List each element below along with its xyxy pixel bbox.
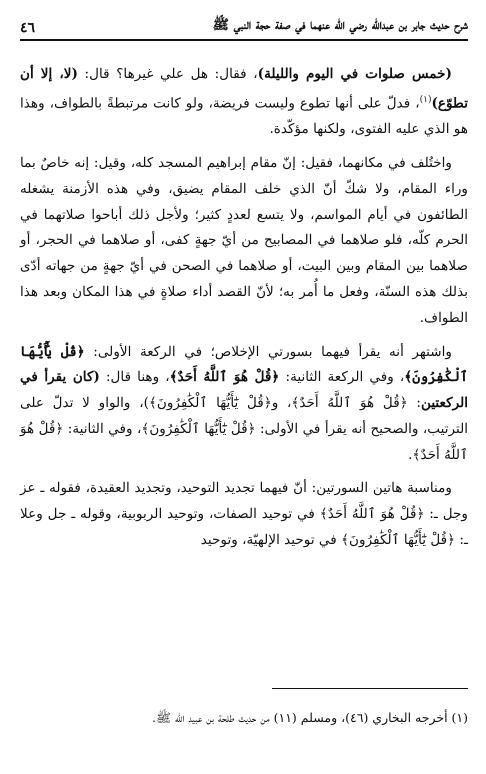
text-segment: ، فقال: هل علي غيرها؟ قال: (77, 66, 258, 82)
quoted-text: (خمس صلوات في اليوم والليلة) (257, 66, 452, 82)
paragraph (20, 151, 468, 332)
paragraph (20, 476, 468, 553)
body-text (20, 62, 468, 554)
footnote-marker: (١) (419, 94, 432, 105)
quoted-text: ﴿قُلْ هُوَ ٱللَّهُ أَحَدٌ﴾ (169, 369, 280, 386)
quoted-text: ﴿قُلْ يَٰٓأَيُّهَا ٱلْكَٰفِرُونَ﴾ (20, 343, 468, 386)
running-title: شرح حديث جابر بن عبدالله رضي الله عنهما في صفة حجة النبي ﷺ (212, 17, 468, 33)
paragraph (20, 340, 468, 469)
text-segment: ، وفي الركعة الثانية: (279, 369, 405, 386)
text-segment: ، فدلّ على أنها تطوع وليست فريضة، ولو كانت مرتبطةً بالطواف، وهذا هو الذي عليه الفتوى، ولكنها مؤكّدة. (20, 95, 468, 138)
footnote: (١) أخرجه البخاري (٤٦)، ومسلم (١١) من حديث طلحة بن عبيد الله ﷺ. (152, 710, 468, 725)
quoted-text: (كان يقرأ في الركعتين (20, 369, 468, 412)
text-segment: ومناسبة هاتين السورتين: أنّ فيهما تجديد التوحيد، وتجديد العقيدة، فقوله ـ عز وجل ـ: ﴿قُلْ هُوَ ٱللَّهُ أَحَدٌ﴾ في توحيد الصفات، وتوحيد الربوبية، وقوله ـ جل وعلا ـ: ﴿قُلْ يَٰٓأَيُّهَا ٱلْكَٰفِرُونَ﴾ في توحيد الإلهيّة، وتوحيد (20, 480, 468, 549)
header-rule (20, 39, 468, 41)
text-segment: واشتهر أنه يقرأ فيهما بسورتي الإخلاص؛ في الركعة الأولى: (84, 343, 452, 360)
text-segment: ، وهنا قال: (99, 369, 170, 386)
text-segment: واختُلف في مكانهما، فقيل: إنّ مقام إبراهيم المسجد كله، وقيل: إنه خاصٌ بما وراء المقام، ولا شكّ أنّ الذي خلف المقام يضيق، وفي هذه الأزمنة يشغله الطائفون في أيام المواسم، ولا يتسع لعددٍ كثير؛ ولأجل ذلك أباحوا صلاتهما في الحرم كلّه، فلو صلاهما في المصابيح من أيّ جهةٍ كفى، أو صلاهما في الحجر، أو صلاهما بين المقام وبين البيت، أو صلاهما في الصحن في أيّ جهةٍ من جهاته أدّى بذلك هذه السنّة، وفعل ما أُمر به؛ لأنّ القصد أداء صلاةٍ في هذا المكان وبعد هذا الطواف. (20, 154, 468, 326)
paragraph (20, 62, 468, 143)
footnote-rule (272, 688, 468, 689)
text-segment: : ﴿قُلْ هُوَ ٱللَّهُ أَحَدٌ﴾، و﴿قُلْ يَٰٓأَيُّهَا ٱلْكَٰفِرُونَ﴾)، والواو لا تدلّ على الترتيب، والصحيح أنه يقرأ في الأولى: ﴿قُلْ يَٰٓأَيُّهَا ٱلْكَٰفِرُونَ﴾، وفي الثانية: ﴿قُلْ هُوَ ٱللَّهُ أَحَدٌ﴾. (20, 395, 468, 463)
page-number: ٤٦ (20, 20, 36, 36)
page-header (20, 14, 468, 36)
quoted-text: (لا، إلا أن تطوّع) (20, 66, 468, 112)
